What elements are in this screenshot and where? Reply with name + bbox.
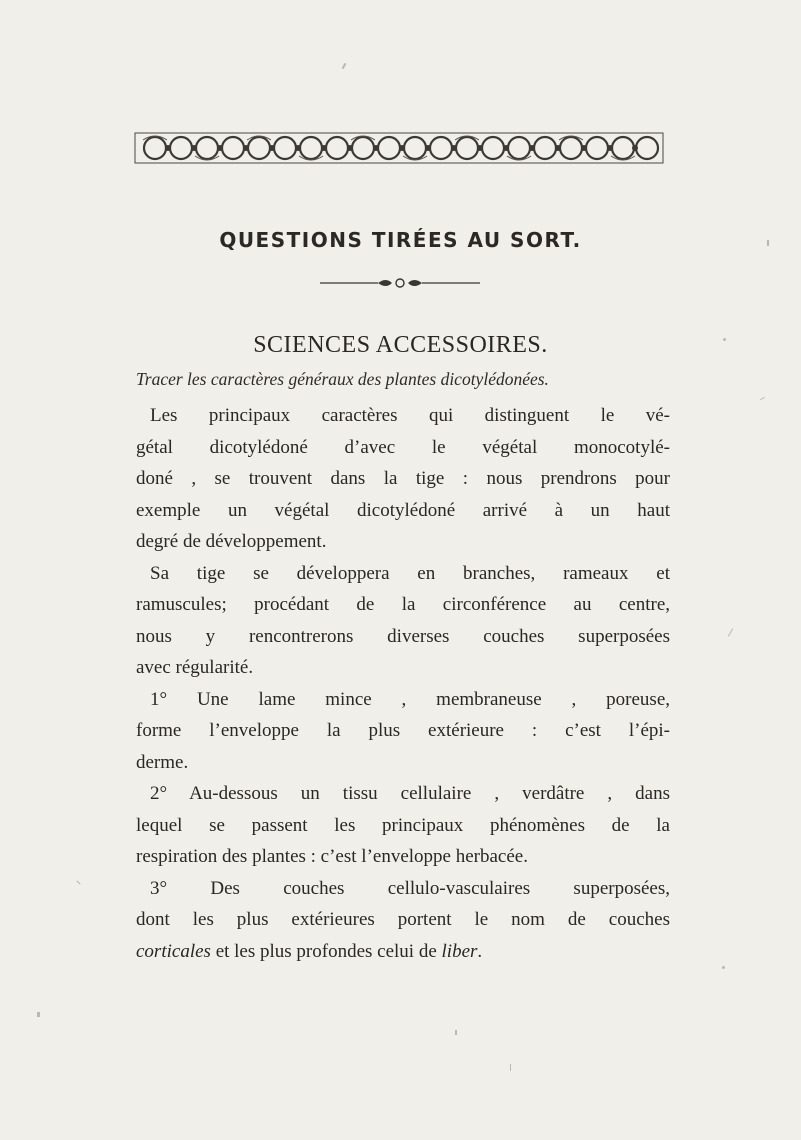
text-line: respiration des plantes : c’est l’enveloppe herbacée. [136,846,528,867]
text-line: doné , se trouvent dans la tige : nous prendrons pour [136,468,670,489]
paragraph-2 [136,558,670,684]
section-heading: SCIENCES ACCESSOIRES. [253,332,548,358]
question-subject: Tracer les caractères généraux des plantes dicotylédonées. [136,369,549,389]
paper-speck [76,880,80,884]
text-line: derme. [136,751,189,773]
text-line: forme l’enveloppe la plus extérieure : c’est l’épi- [136,720,670,741]
paper-speck [767,240,769,246]
ornamental-header-band [133,130,665,166]
text-fragment: . [477,940,483,962]
paper-speck [722,966,725,969]
paper-speck [510,1064,511,1071]
text-line: ramuscules; procédant de la circonférence au centre, [136,594,670,615]
paragraph-3 [136,684,670,779]
text-line: dont les plus extérieures portent le nom de couches [136,909,670,930]
text-line: lequel se passent les principaux phénomènes de la [136,814,670,836]
paragraph-1 [136,400,670,558]
term-liber: liber [441,940,478,962]
paper-speck [728,628,733,636]
text-line: 3° Des couches cellulo-vasculaires superposées, [150,877,670,899]
body-text [136,400,670,967]
text-line: Sa tige se développera en branches, rameaux et [150,562,670,584]
page-title: QUESTIONS TIRÉES AU SORT. [219,228,582,252]
text-line: nous y rencontrerons diverses couches superposées [136,625,670,647]
text-line: Les principaux caractères qui distinguent le vé- [150,405,670,426]
paper-speck [760,397,765,400]
text-line: 1° Une lame mince , membraneuse , poreuse, [150,688,670,710]
paper-speck [37,1012,40,1017]
text-line-last [136,936,670,968]
text-line: gétal dicotylédoné d’avec le végétal monocotylé- [136,436,670,458]
text-line: exemple un végétal dicotylédoné arrivé à un haut [136,499,670,521]
paper-speck [723,338,726,341]
paper-speck [455,1030,457,1035]
paper-speck [342,63,347,69]
term-corticales: corticales [136,940,211,962]
text-line: avec régularité. [136,657,254,678]
text-fragment: et les plus profondes celui de [210,940,442,962]
text-line: 2° Au-dessous un tissu cellulaire , verdâtre , dans [150,783,670,804]
paragraph-4 [136,778,670,873]
ornamental-divider [320,277,480,289]
paragraph-5 [136,873,670,968]
text-line: degré de développement. [136,531,327,552]
